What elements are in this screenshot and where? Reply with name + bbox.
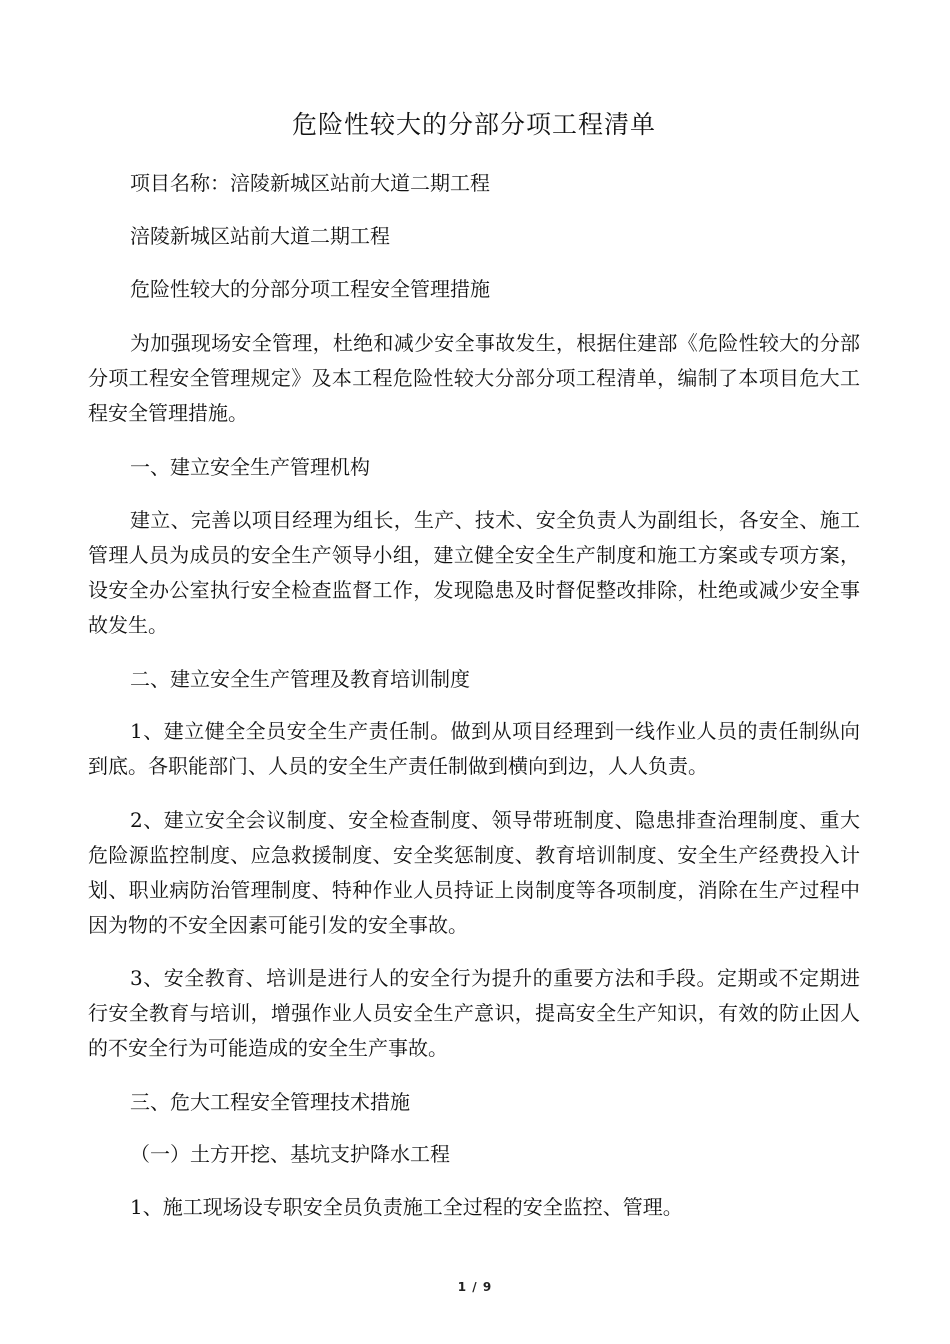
document-page	[88, 0, 860, 1344]
page-number: 1 / 9	[457, 1280, 493, 1294]
section-2-item-1: 1、建立健全全员安全生产责任制。做到从项目经理到一线作业人员的责任制纵向到底。各职能部门、人员的安全生产责任制做到横向到边，人人负责。	[88, 719, 860, 778]
section-1-body: 建立、完善以项目经理为组长，生产、技术、安全负责人为副组长，各安全、施工管理人员为成员的安全生产领导小组，建立健全安全生产制度和施工方案或专项方案，设安全办公室执行安全检查监督工作，发现隐患及时督促整改排除，杜绝或减少安全事故发生。	[88, 508, 860, 637]
project-name-line: 项目名称：涪陵新城区站前大道二期工程	[130, 171, 490, 195]
measures-heading: 危险性较大的分部分项工程安全管理措施	[130, 277, 490, 301]
document-title: 危险性较大的分部分项工程清单	[291, 110, 656, 139]
section-2-heading: 二、建立安全生产管理及教育培训制度	[130, 667, 470, 691]
subsection-1-item-1: 1、施工现场设专职安全员负责施工全过程的安全监控、管理。	[130, 1195, 683, 1219]
section-2-item-3: 3、安全教育、培训是进行人的安全行为提升的重要方法和手段。定期或不定期进行安全教育与培训，增强作业人员安全生产意识，提高安全生产知识，有效的防止因人的不安全行为可能造成的安全生产事故。	[88, 966, 860, 1060]
subsection-1-heading: （一）土方开挖、基坑支护降水工程	[130, 1142, 450, 1166]
intro-paragraph: 为加强现场安全管理，杜绝和减少安全事故发生，根据住建部《危险性较大的分部分项工程安全管理规定》及本工程危险性较大分部分项工程清单，编制了本项目危大工程安全管理措施。	[88, 331, 860, 425]
section-2-item-2: 2、建立安全会议制度、安全检查制度、领导带班制度、隐患排查治理制度、重大危险源监控制度、应急救援制度、安全奖惩制度、教育培训制度、安全生产经费投入计划、职业病防治管理制度、特种作业人员持证上岗制度等各项制度，消除在生产过程中因为物的不安全因素可能引发的安全事故。	[88, 808, 860, 937]
section-1-heading: 一、建立安全生产管理机构	[130, 455, 370, 479]
section-3-heading: 三、危大工程安全管理技术措施	[130, 1090, 410, 1114]
project-title-line: 涪陵新城区站前大道二期工程	[130, 224, 390, 248]
